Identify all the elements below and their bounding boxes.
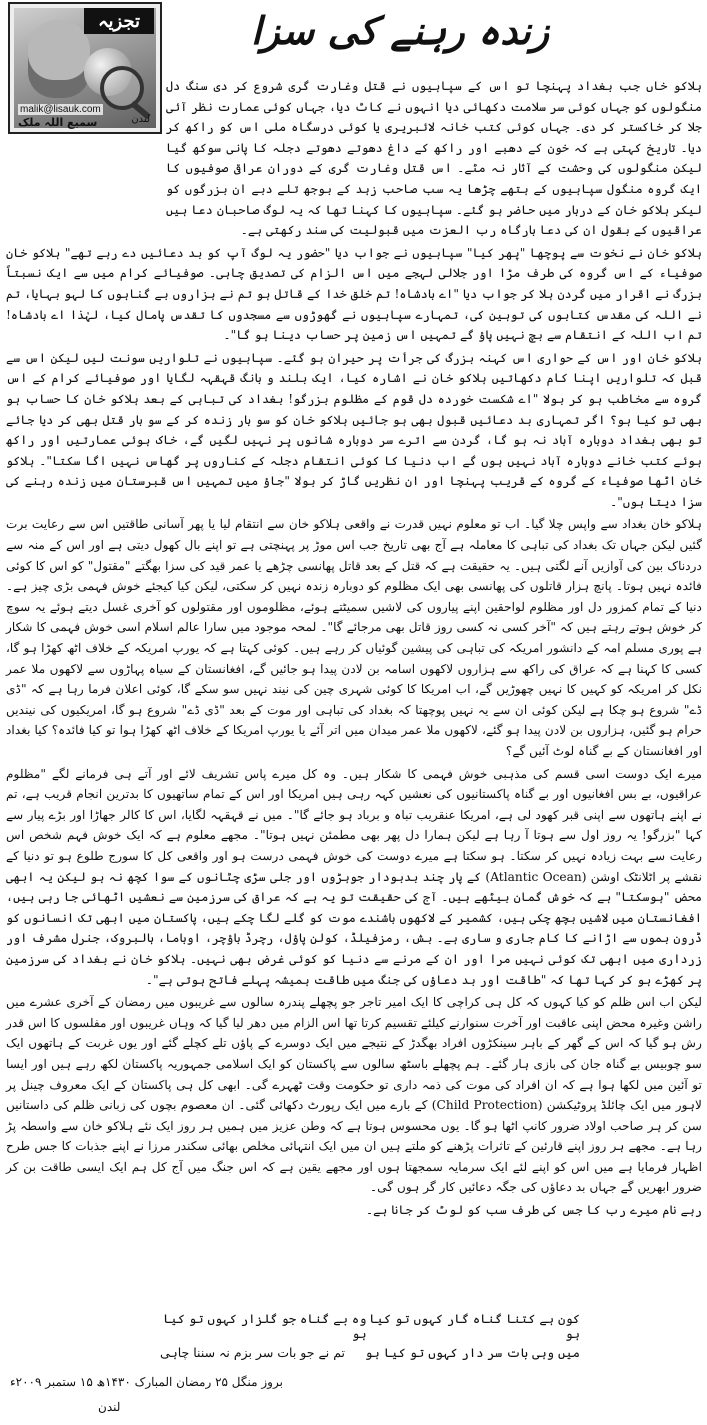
verse-line: میں وہی بات سر دار کہوں تو کیا ہو xyxy=(365,1345,580,1360)
paragraph-5: میرے ایک دوست اسی قسم کی مذہبی خوش فہمی کا شکار ہیں۔ وہ کل میرے پاس تشریف لائے اور آتے ہی فرمانے لگے "مظلوم عراقیوں، بے بس افغانیوں اور بے گناہ پاکستانیوں کی نعشیں کہہ رہی ہیں امریکا اور اس کے تمام ساتھیوں کا بدترین انجام قریب ہے، تم نے اپنے ہاتھوں سے اپنی قبر کھود لی ہے، امریکا عنقریب تباہ و برباد ہو جائے گا"۔ میں نے قہقہہ لگایا، اس کا کالر جھاڑا اور بڑے پیار سے کہا "بزرگو! یہ روز اول سے ہوتا آ رہا ہے لیکن ہمارا دل پھر بھی مطمئن نہیں ہوتا"۔ مجھے معلوم ہے کہ ایک خوش فہم شخص اس رعایت سے بہت زیادہ نہیں کر سکتا۔ ہو سکتا ہے میرے دوست کی خوش فہمی درست ہو اور واقعی کل کا سورج طلوع ہو تو دنیا کے نقشے پر اٹلانٹک اوشن (Atlantic Ocean) کے پار چند بدبودار جوہڑوں اور جلی سڑی چٹانوں کے سوا کچھ نہ ہو لیکن یہ ابھی محض "ہوسکتا" ہے کہ خوش گمان بیٹھے ہیں۔ آج کی حقیقت تو یہ ہے کہ عراق کی سرزمین سے نعشیں اٹھائی جا رہی ہیں، افغانستان میں لاشیں بچھ چکی ہیں، کشمیر کے لاکھوں باشندے موت کو گلے لگا چکے ہیں، پاکستان میں ابھی تک انسانوں کو ڈرون بموں سے اڑانے کا کام جاری و ساری ہے۔ بش، رمزفیلڈ، کولن پاؤل، رچرڈ باؤچر، اوباما، ہالبروک، جنرل مشرف اور زرداری میں ابھی تک کوئی نہیں مرا اور ان کے مرنے سے دنیا کو کوئی غرض بھی نہیں۔ ہلاکو خان نے بغداد کی سرزمین پر کھڑے ہو کر کہا تھا کہ "طاقت اور بد دعاؤں کی جنگ میں طاقت ہمیشہ پہلے فاتح ہوتی ہے"۔ xyxy=(6,766,702,987)
article-title: زندہ رہنے کی سزا xyxy=(250,8,550,53)
column-tag: تجزیہ xyxy=(84,8,154,34)
article-header xyxy=(0,0,707,129)
paragraph-7: رہے نام میرے رب کا جس کی طرف سب کو لوٹ کر جانا ہے۔ xyxy=(365,1203,702,1218)
paragraph-4: ہلاکو خان بغداد سے واپس چلا گیا۔ اب تو معلوم نہیں قدرت نے واقعی ہلاکو خان سے انتقام لیا یا پھر آسانی طاقتیں اس سے رعایت برت گئیں لیکن جہاں تک بغداد کی تباہی کا معاملہ ہے آج بھی تاریخ جب اس موڑ پر پہنچتی ہے تو اپنے بال کھول دیتی ہے اور اس کے منہ سے دردناک بین کی آوازیں آنے لگتی ہیں۔ یہ حقیقت ہے کہ قتل کے بعد قاتل پھانسی چڑھے یا عمر قید کی سزا بھگتے "مقتول" کو اس کا کوئی فائدہ نہیں ہوتا۔ پانچ ہزار قاتلوں کی پھانسی بھی ایک مظلوم کو دوبارہ زندہ نہیں کر سکتی، لیکن کیا کیجئے خوش فہمی بڑی چیز ہے۔ دنیا کے تمام کمزور دل اور مظلوم لواحقین اپنے پیاروں کی لاشیں سمیٹتے ہوئے، مظلوموں اور مقتولوں کو آخری غسل دیتے ہوئے یہ سوچ کر خوش ہوتے رہتے ہیں کہ "آخر کسی نہ کسی روز قاتل بھی مرجائے گا"۔ لمحہ موجود میں سارا عالم اسلام اسی خوش فہمی کا شکار ہے پوری مسلم امہ کے دانشور امریکہ کی تباہی کی پیشین گوئیاں کر رہے ہیں۔ کوئی کہتا ہے کہ یورپ امریکہ کے خلاف اٹھ کھڑا ہو گا، کسی کا کہنا ہے کہ عراق کی راکھ سے ہزاروں لاکھوں اسامہ بن لادن پیدا ہو جائیں گے، افغانستان کے سیاہ پہاڑوں سے لاکھوں ملا عمر نکل کر امریکہ کو کہیں کا نہیں چھوڑیں گے، اب امریکا کا کوئی شہری چین کی نیند نہیں سو سکے گا، کوئی اعلان فرما رہا ہے کہ "ڈی ڈے" شروع ہو چکا ہے لیکن کوئی ان سے یہ نہیں پوچھتا کہ بغداد کی تباہی اور موت کے بعد "ڈی ڈے" شروع ہو گا، امریکیوں کی نیندیں حرام ہو گئیں، ہزاروں بن لادن پیدا ہو گئے، لاکھوں ملا عمر میدان میں اتر آئے یا یورپ امریکا کے خلاف اٹھ کھڑا ہوا تو کیا فائدہ؟ کیا بغداد اور افغانستان کے بے گناہ لوٹ آئیں گے؟ xyxy=(6,517,702,758)
paragraph-3: ہلاکو خان اور اس کے حواری اس کہنہ بزرگ کی جرأت پر حیران ہو گئے۔ سپاہیوں نے تلواریں سونت لیں لیکن اس سے قبل کہ تلواریں اپنا کام دکھاتیں ہلاکو خان نے اشارہ کیا، ایک بلند و بانگ قہقہہ لگایا اور صوفیائے کرام کے اس گروہ سے مخاطب ہو کر بولا "اے شکست خوردہ دل قوم کے مظلوم بزرگو! بغداد کی تباہی کے بعد ہلاکو خان کا حساب ہو بھی تو کیا ہو؟ اگر تمہاری بد دعائیں قبول بھی ہو جائیں ہلاکو خان کو سو بار زندہ کر کے سو بار قتل بھی کر دیا جائے تو بھی بغداد دوبارہ آباد نہ ہو گا، گردن سے اترے سر دوبارہ شانوں پر نہیں لگیں گے، خاک ہوئی عمارتیں اور راکھ ہوئے کتب خانے دوبارہ آباد نہیں ہوں گے اب دنیا کا کوئی انتقام دجلہ کے کناروں پر گھاس نہیں اگا سکتا"۔ ہلاکو خان اٹھا صوفیاء کے گروہ کے قریب پہنچا اور ان نظریں گاڑ کر بولا "جاؤ میں تمہیں اس قبرستان میں زندہ رہنے کی سزا دیتا ہوں"۔ xyxy=(6,350,702,509)
verse-line: کون ہے کتنا گناہ گار کہوں تو کیا ہو xyxy=(369,1310,580,1341)
verse-row-1 xyxy=(160,1312,580,1339)
author-email: malik@lisauk.com xyxy=(20,104,101,115)
verse-line: وہ بے گناہ جو گلزار کہوں تو کیا ہو xyxy=(162,1310,367,1341)
paragraph-2: ہلاکو خان نے نخوت سے پوچھا "پھر کیا" سپاہیوں نے جواب دیا "حضور یہ لوگ آپ کو بد دعائیں دے رہے تھے" ہلاکو خان صوفیاء کے اس گروہ کی طرف مڑا اور جلالی لہجے میں اس الزام کی تصدیق چاہی۔ صوفیائے کرام میں سے ایک نسبتاً بزرگ نے اقرار میں گردن ہلا کر جواب دیا "اے بادشاہ! تم خلق خدا کے قاتل ہو تم نے ہزاروں بے گناہوں کا لہو بہایا، تم نے اللہ کی مقدس کتابوں کی توہین کی، تمہارے سپاہیوں نے گھوڑوں سے مسجدوں کا تقدس پامال کیا، لہٰذا اے بادشاہ! تم اب اللہ کے انتقام سے بچ نہیں پاؤ گے تمہیں اس زمین پر حساب دینا ہو گا"۔ xyxy=(6,245,702,343)
paragraph-6: لیکن اب اس ظلم کو کیا کہوں کہ کل ہی کراچی کا ایک امیر تاجر جو پچھلے پندرہ سالوں سے غریبوں میں رمضان کے آخری عشرے میں راشن وغیرہ محض اپنی عاقبت اور آخرت سنوارنے کیلئے تقسیم کرتا تھا اس الزام میں دھر لیا گیا کہ وہاں غریبوں اور مفلسوں کا اس قدر رش ہو گیا کہ اس کے گھر کے باہر سینکڑوں افراد بھگدڑ کے نتیجے میں ایک دوسرے کے پاؤں تلے کچلے گئے اور یوں غربت کے ہاتھوں ایک سو چوبیس بے گناہ جان کی بازی ہار گئے۔ ہم پچھلے باسٹھ سالوں سے پاکستان کو ایک اسلامی جمہوریہ پاکستان لکھ رہے ہیں اور ایسا تو آئین میں لکھا ہوا ہے کہ ان افراد کی موت کی ذمہ داری تو حکومت وقت ٹھہرے گی۔ ابھی کل ہی پاکستان کے ایک معروف چینل پر لاہور میں ایک چائلڈ پروٹیکشن (Child Protection) کے بارے میں ایک رپورٹ دکھائی گئی۔ ان معصوم بچوں کی زبانی ظلم کی داستانیں سن کر ہر صاحب اولاد ضرور کانپ اٹھا ہو گا۔ یوں محسوس ہوتا ہے کہ وطن عزیز میں ہمیں ہر روز ایک نئے ہلاکو خان سے واسطہ پڑ رہا ہے۔ مجھے ہر روز اپنے قارئین کے تاثرات پڑھنے کو ملتے ہیں ان میں ایک انتہائی مخلص بھائی سکندر مرزا نے اپنے جذبات کا جس طرح اظہار فرمایا ہے میں اس کو اپنے لئے ایک سرمایہ سمجھتا ہوں اور مجھے یقین ہے کہ اس جنگ میں آج کل ہم ایک ایسی طاقت بن کر ضرور ابھریں گے جہاں بد دعاؤں کی جگہ دعائیں کار گر ہوں گی۔ xyxy=(6,995,703,1195)
place-name: لندن xyxy=(98,1400,121,1414)
verse-line: تم نے جو بات سر بزم نہ سننا چاہی xyxy=(160,1345,346,1360)
paragraph-1: ہلاکو خاں جب بغداد پہنچا تو اس کے سپاہیوں نے قتل وغارت گری شروع کر دی سنگ دل منگولوں کو جہاں کوئی سر سلامت دکھائی دیا انہوں نے کاٹ دیا، جہاں کوئی عمارت نظر آئی جلا کر خاکستر کر دی۔ جہاں کوئی کتب خانہ لائبریری یا کوئی درسگاہ ملی اس کو راکھ کر دیا۔ تاریخ کہتی ہے کہ خون کے دھبے اور راکھ کے داغ دھوتے دھوتے دجلہ کا پانی سوکھ گیا لیکن منگولوں کی وحشت کے آثار نہ مٹے۔ اس قتل وغارت گری کے دوران عراقی صوفیوں کا ایک گروہ منگول سپاہیوں کے ہتھے چڑھا یہ سب صاحب زہد کے بوجھ تلے دبے ان بزرگوں کو لیکر ہلاکو خان کے دربار میں حاضر ہو گئے۔ سپاہیوں کا کہنا تھا کہ یہ لوگ صاحبان دعا ہیں عراقیوں کے بقول ان کی دعا بارگاہ رب العزت میں قبولیت کی سند رکھتی ہے۔ xyxy=(166,79,702,238)
article-body xyxy=(6,76,702,1223)
dateline: بروز منگل ۲۵ رمضان المبارک ۱۴۳۰ھ ۱۵ ستمبر ۲۰۰۹ء xyxy=(10,1375,283,1389)
author-name: سمیع اللہ ملک xyxy=(18,116,98,129)
poetry-verse xyxy=(160,1312,580,1366)
author-city: لندن xyxy=(131,114,150,125)
verse-row-2 xyxy=(160,1339,580,1366)
